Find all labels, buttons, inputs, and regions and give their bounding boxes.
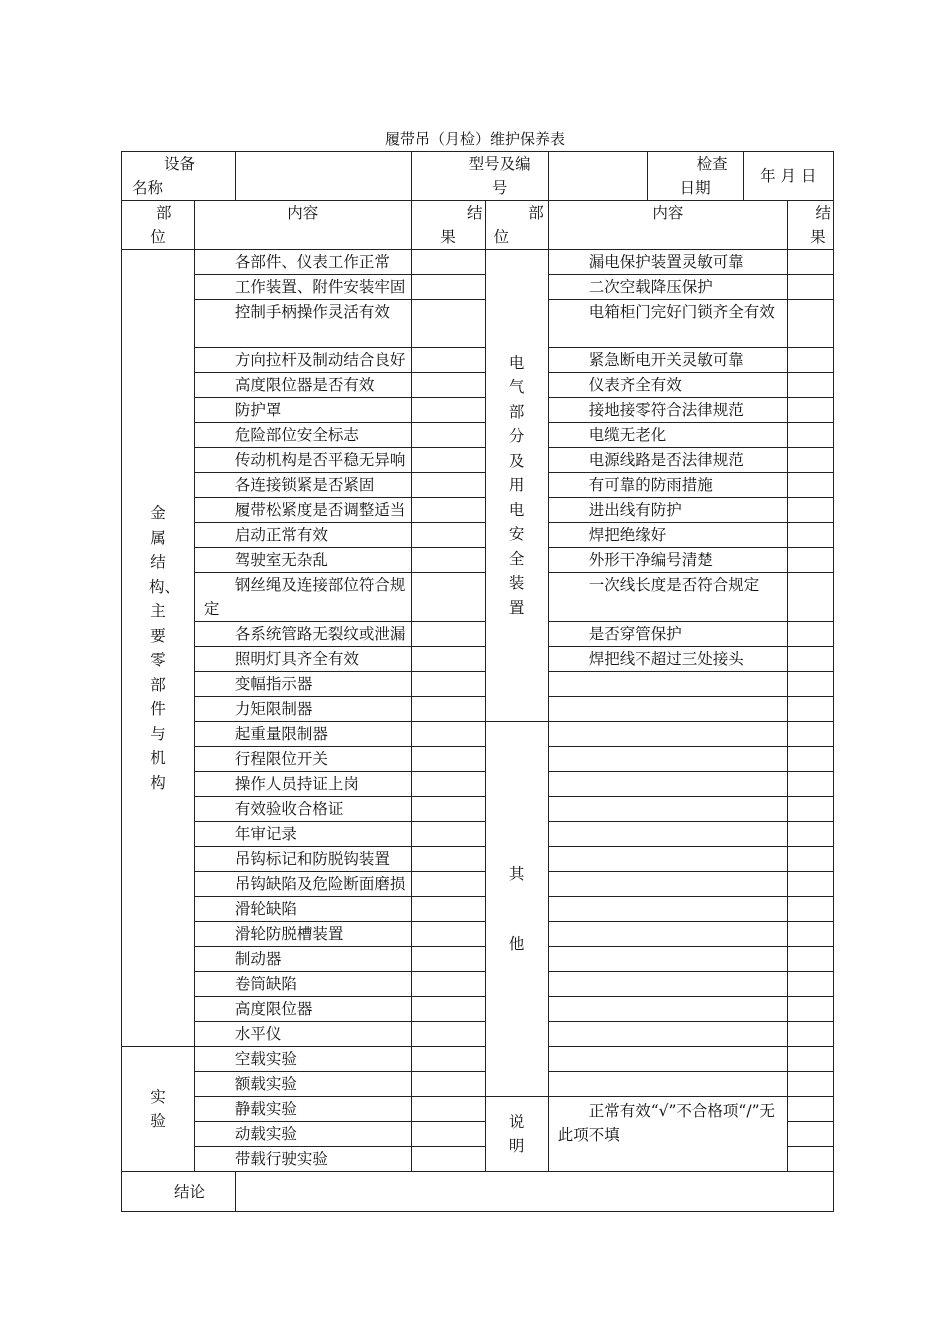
table-row — [122, 797, 834, 822]
right-item: 电源线路是否法律规范 — [548, 448, 787, 473]
left-result-cell[interactable] — [411, 772, 485, 797]
left-result-cell[interactable] — [411, 897, 485, 922]
right-item: 漏电保护装置灵敏可靠 — [548, 250, 787, 275]
right-result-cell[interactable] — [788, 922, 834, 947]
right-result-cell[interactable] — [788, 1097, 834, 1122]
table-row — [122, 373, 834, 398]
right-result-cell[interactable] — [788, 250, 834, 275]
table-row — [122, 498, 834, 523]
right-result-cell[interactable] — [788, 647, 834, 672]
right-result-cell[interactable] — [788, 772, 834, 797]
left-item: 方向拉杆及制动结合良好 — [194, 348, 411, 373]
column-header-row — [122, 201, 834, 250]
right-result-cell[interactable] — [788, 275, 834, 300]
right-item: 是否穿管保护 — [548, 622, 787, 647]
table-row — [122, 573, 834, 622]
table-row — [122, 947, 834, 972]
left-item: 有效验收合格证 — [194, 797, 411, 822]
left-part-test: 实验 — [122, 1047, 195, 1172]
header-row — [122, 152, 834, 201]
left-result-cell[interactable] — [411, 997, 485, 1022]
table-row — [122, 922, 834, 947]
left-content-header: 内容 — [194, 201, 411, 250]
right-item: 接地接零符合法律规范 — [548, 398, 787, 423]
test-item: 额载实验 — [194, 1072, 411, 1097]
table-row — [122, 622, 834, 647]
right-result-cell[interactable] — [788, 348, 834, 373]
left-item: 各部件、仪表工作正常 — [194, 250, 411, 275]
left-item: 水平仪 — [194, 1022, 411, 1047]
table-row — [122, 348, 834, 373]
left-item: 年审记录 — [194, 822, 411, 847]
right-result-cell[interactable] — [788, 498, 834, 523]
conclusion-field[interactable] — [236, 1172, 834, 1212]
table-row — [122, 448, 834, 473]
left-item: 行程限位开关 — [194, 747, 411, 772]
right-result-cell[interactable] — [788, 473, 834, 498]
right-result-cell[interactable] — [788, 947, 834, 972]
test-item: 空载实验 — [194, 1047, 411, 1072]
left-part-metal-structure: 金属结构、主要零部件与机构 — [122, 250, 195, 1047]
left-result-cell[interactable] — [411, 423, 485, 448]
left-result-cell[interactable] — [411, 373, 485, 398]
left-item: 力矩限制器 — [194, 697, 411, 722]
right-result-cell[interactable] — [788, 1022, 834, 1047]
table-row — [122, 423, 834, 448]
left-item: 防护罩 — [194, 398, 411, 423]
table-row — [122, 822, 834, 847]
left-result-cell[interactable] — [411, 573, 485, 622]
left-result-cell[interactable] — [411, 275, 485, 300]
test-item: 带载行驶实验 — [194, 1147, 411, 1172]
left-item: 变幅指示器 — [194, 672, 411, 697]
table-row — [122, 672, 834, 697]
model-label: 型号及编 号 — [411, 152, 548, 201]
right-empty-item[interactable] — [548, 972, 787, 997]
left-result-cell[interactable] — [411, 872, 485, 897]
right-part-electrical: 电气部分及用电安全装置 — [485, 250, 548, 722]
table-row — [122, 300, 834, 348]
right-empty-item[interactable] — [548, 772, 787, 797]
table-row — [122, 697, 834, 722]
right-empty-item[interactable] — [548, 697, 787, 722]
left-item: 高度限位器是否有效 — [194, 373, 411, 398]
table-row — [122, 997, 834, 1022]
left-item: 钢丝绳及连接部位符合规定 — [194, 573, 411, 622]
left-item: 吊钩标记和防脱钩装置 — [194, 847, 411, 872]
left-item: 吊钩缺陷及危险断面磨损 — [194, 872, 411, 897]
right-result-cell[interactable] — [788, 523, 834, 548]
left-result-cell[interactable] — [411, 448, 485, 473]
right-result-cell[interactable] — [788, 1072, 834, 1097]
right-result-cell[interactable] — [788, 1147, 834, 1172]
device-name-field[interactable] — [236, 152, 411, 201]
right-result-header: 结 果 — [788, 201, 834, 250]
table-row — [122, 1047, 834, 1072]
table-row — [122, 897, 834, 922]
left-item: 卷筒缺陷 — [194, 972, 411, 997]
left-result-cell[interactable] — [411, 847, 485, 872]
left-result-cell[interactable] — [411, 548, 485, 573]
right-empty-item[interactable] — [548, 672, 787, 697]
right-result-cell[interactable] — [788, 300, 834, 348]
left-item: 控制手柄操作灵活有效 — [194, 300, 411, 348]
right-result-cell[interactable] — [788, 398, 834, 423]
left-item: 照明灯具齐全有效 — [194, 647, 411, 672]
table-row — [122, 772, 834, 797]
right-result-cell[interactable] — [788, 872, 834, 897]
table-row — [122, 1022, 834, 1047]
right-item: 外形干净编号清楚 — [548, 548, 787, 573]
right-content-header: 内容 — [548, 201, 787, 250]
left-result-header: 结 果 — [411, 201, 485, 250]
left-item: 驾驶室无杂乱 — [194, 548, 411, 573]
right-part-header: 部 位 — [485, 201, 548, 250]
right-item: 紧急断电开关灵敏可靠 — [548, 348, 787, 373]
right-empty-item[interactable] — [548, 747, 787, 772]
right-result-cell[interactable] — [788, 747, 834, 772]
table-row — [122, 548, 834, 573]
note-text: 正常有效“√”不合格项“/”无此项不填 — [548, 1097, 787, 1172]
right-part-note: 说明 — [485, 1097, 548, 1172]
right-item: 二次空载降压保护 — [548, 275, 787, 300]
test-item: 静载实验 — [194, 1097, 411, 1122]
right-result-cell[interactable] — [788, 548, 834, 573]
left-item: 高度限位器 — [194, 997, 411, 1022]
conclusion-label: 结论 — [122, 1172, 236, 1212]
left-result-cell[interactable] — [411, 250, 485, 275]
left-result-cell[interactable] — [411, 697, 485, 722]
right-result-cell[interactable] — [788, 797, 834, 822]
right-item: 仪表齐全有效 — [548, 373, 787, 398]
right-item: 进出线有防护 — [548, 498, 787, 523]
left-result-cell[interactable] — [411, 747, 485, 772]
right-empty-item[interactable] — [548, 947, 787, 972]
table-row — [122, 847, 834, 872]
right-item: 焊把线不超过三处接头 — [548, 647, 787, 672]
table-row — [122, 275, 834, 300]
right-empty-item[interactable] — [548, 822, 787, 847]
right-result-cell[interactable] — [788, 1122, 834, 1147]
left-result-cell[interactable] — [411, 647, 485, 672]
left-item: 各系统管路无裂纹或泄漏 — [194, 622, 411, 647]
table-row — [122, 872, 834, 897]
left-result-cell[interactable] — [411, 1122, 485, 1147]
left-item: 各连接锁紧是否紧固 — [194, 473, 411, 498]
form-title: 履带吊（月检）维护保养表 — [384, 130, 565, 148]
left-result-cell[interactable] — [411, 722, 485, 747]
table-row — [122, 647, 834, 672]
table-row — [122, 250, 834, 275]
left-item: 传动机构是否平稳无异响 — [194, 448, 411, 473]
left-item: 滑轮缺陷 — [194, 897, 411, 922]
left-result-cell[interactable] — [411, 797, 485, 822]
right-item: 有可靠的防雨措施 — [548, 473, 787, 498]
left-item: 危险部位安全标志 — [194, 423, 411, 448]
left-item: 工作装置、附件安装牢固 — [194, 275, 411, 300]
table-row — [122, 523, 834, 548]
left-item: 起重量限制器 — [194, 722, 411, 747]
left-result-cell[interactable] — [411, 523, 485, 548]
right-result-cell[interactable] — [788, 423, 834, 448]
table-row — [122, 972, 834, 997]
right-result-cell[interactable] — [788, 847, 834, 872]
left-result-cell[interactable] — [411, 922, 485, 947]
check-date-label: 检查 日期 — [647, 152, 743, 201]
maintenance-table — [121, 151, 834, 1212]
table-row — [122, 398, 834, 423]
test-item: 动载实验 — [194, 1122, 411, 1147]
right-empty-item[interactable] — [548, 797, 787, 822]
conclusion-row — [122, 1172, 834, 1212]
left-part-header: 部 位 — [122, 201, 195, 250]
left-result-cell[interactable] — [411, 672, 485, 697]
right-item: 电缆无老化 — [548, 423, 787, 448]
left-result-cell[interactable] — [411, 622, 485, 647]
left-result-cell[interactable] — [411, 822, 485, 847]
right-empty-item[interactable] — [548, 922, 787, 947]
table-row — [122, 747, 834, 772]
left-item: 履带松紧度是否调整适当 — [194, 498, 411, 523]
left-item: 制动器 — [194, 947, 411, 972]
left-result-cell[interactable] — [411, 947, 485, 972]
right-empty-item[interactable] — [548, 847, 787, 872]
left-result-cell[interactable] — [411, 473, 485, 498]
right-empty-item[interactable] — [548, 872, 787, 897]
right-empty-item[interactable] — [548, 1022, 787, 1047]
right-result-cell[interactable] — [788, 822, 834, 847]
right-empty-item[interactable] — [548, 722, 787, 747]
right-result-cell[interactable] — [788, 897, 834, 922]
left-result-cell[interactable] — [411, 1147, 485, 1172]
check-date-field[interactable]: 年 月 日 — [743, 152, 833, 201]
table-row — [122, 722, 834, 747]
right-result-cell[interactable] — [788, 622, 834, 647]
table-row — [122, 473, 834, 498]
right-result-cell[interactable] — [788, 722, 834, 747]
right-empty-item[interactable] — [548, 997, 787, 1022]
left-item: 启动正常有效 — [194, 523, 411, 548]
right-result-cell[interactable] — [788, 997, 834, 1022]
right-part-other: 其他 — [485, 722, 548, 1097]
right-item: 电箱柜门完好门锁齐全有效 — [548, 300, 787, 348]
model-field[interactable] — [548, 152, 647, 201]
left-result-cell[interactable] — [411, 348, 485, 373]
left-result-cell[interactable] — [411, 1072, 485, 1097]
right-result-cell[interactable] — [788, 672, 834, 697]
left-item: 操作人员持证上岗 — [194, 772, 411, 797]
left-result-cell[interactable] — [411, 1047, 485, 1072]
right-result-cell[interactable] — [788, 448, 834, 473]
left-result-cell[interactable] — [411, 1022, 485, 1047]
right-result-cell[interactable] — [788, 573, 834, 622]
left-item: 滑轮防脱槽装置 — [194, 922, 411, 947]
right-empty-item[interactable] — [548, 897, 787, 922]
left-result-cell[interactable] — [411, 398, 485, 423]
table-row — [122, 1072, 834, 1097]
right-item: 焊把绝缘好 — [548, 523, 787, 548]
device-name-label: 设备 名称 — [122, 152, 236, 201]
right-empty-item[interactable] — [548, 1072, 787, 1097]
right-result-cell[interactable] — [788, 373, 834, 398]
right-result-cell[interactable] — [788, 697, 834, 722]
table-row — [122, 1097, 834, 1122]
left-result-cell[interactable] — [411, 300, 485, 348]
right-result-cell[interactable] — [788, 1047, 834, 1072]
left-result-cell[interactable] — [411, 1097, 485, 1122]
right-empty-item[interactable] — [548, 1047, 787, 1072]
right-item: 一次线长度是否符合规定 — [548, 573, 787, 622]
left-result-cell[interactable] — [411, 972, 485, 997]
right-result-cell[interactable] — [788, 972, 834, 997]
left-result-cell[interactable] — [411, 498, 485, 523]
